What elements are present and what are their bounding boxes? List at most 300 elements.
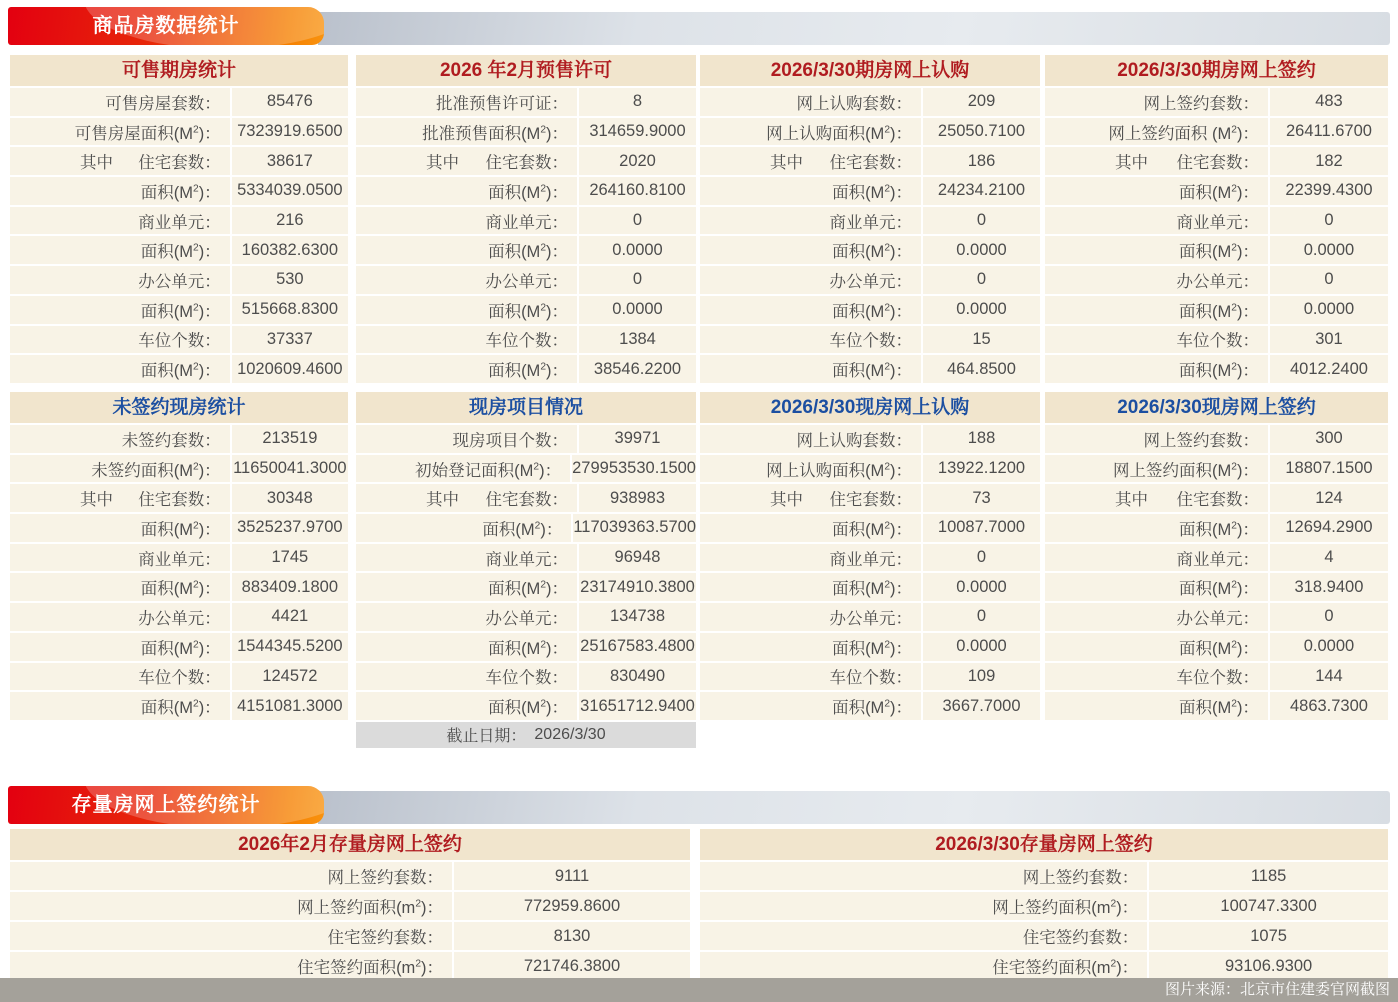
table-row bbox=[700, 922, 1388, 950]
row-label-text: 办公单元： bbox=[138, 609, 221, 628]
table-row bbox=[1045, 177, 1388, 205]
row-label bbox=[356, 355, 577, 383]
banner-tab bbox=[8, 7, 324, 45]
table-row bbox=[356, 692, 696, 720]
row-label-text: 面积$(M^2)$： bbox=[1179, 302, 1259, 321]
row-label-text: 面积$(M^2)$： bbox=[832, 302, 912, 321]
row-label bbox=[1045, 266, 1268, 294]
row-label bbox=[700, 326, 921, 354]
row-label bbox=[700, 544, 921, 572]
row-value: 1075 bbox=[1147, 922, 1388, 950]
row-value: 188 bbox=[921, 425, 1040, 453]
row-label bbox=[10, 425, 230, 453]
table-row bbox=[700, 663, 1040, 691]
row-label-text: 面积$(M^2)$： bbox=[1179, 520, 1259, 539]
row-label bbox=[10, 922, 452, 950]
row-label bbox=[10, 514, 230, 542]
table-footer bbox=[356, 722, 696, 748]
row-value: 73 bbox=[921, 484, 1040, 512]
table-row bbox=[356, 147, 696, 175]
row-label-text: 网上签约面积 $(M^2)$： bbox=[1108, 124, 1259, 143]
row-label-text: 办公单元： bbox=[138, 272, 221, 291]
row-label-text: 面积$(M^2)$： bbox=[140, 361, 221, 381]
row-label bbox=[10, 455, 230, 483]
row-label bbox=[700, 952, 1147, 980]
row-label-text: 车位个数： bbox=[138, 332, 221, 351]
row-value: 938983 bbox=[577, 484, 696, 512]
row-label-text: 网上认购面积$(M^2)$： bbox=[766, 124, 912, 143]
table-row bbox=[700, 118, 1040, 146]
row-value: 3525237.9700 bbox=[230, 514, 348, 542]
table-row bbox=[356, 118, 696, 146]
row-value: 301 bbox=[1268, 326, 1388, 354]
row-value: 4151081.3000 bbox=[230, 692, 348, 720]
row-label-text: 面积$(M^2)$： bbox=[488, 183, 568, 202]
source-caption-bar bbox=[0, 978, 1398, 1002]
row-label bbox=[700, 514, 921, 542]
table-row bbox=[10, 484, 348, 512]
row-label-text: 住宅签约面积$(m^2)$： bbox=[992, 958, 1139, 977]
row-label bbox=[1045, 663, 1268, 691]
row-label bbox=[1045, 455, 1268, 483]
row-label-text: 网上签约面积$(m^2)$： bbox=[297, 898, 443, 917]
row-value: 96948 bbox=[577, 544, 696, 572]
row-label-text: 面积$(M^2)$： bbox=[488, 698, 568, 718]
table-row bbox=[700, 544, 1040, 572]
table-row bbox=[1045, 663, 1388, 691]
row-value: 4421 bbox=[230, 603, 348, 631]
row-prefix: 其中 bbox=[80, 154, 113, 173]
table-row bbox=[10, 88, 348, 116]
row-value: 124 bbox=[1268, 484, 1388, 512]
row-label-text: 网上认购面积$(M^2)$： bbox=[766, 461, 912, 480]
row-label bbox=[356, 425, 577, 453]
table-rows bbox=[700, 425, 1040, 722]
row-label-text: 面积$(M^2)$： bbox=[1179, 183, 1259, 202]
table-row bbox=[356, 88, 696, 116]
table-row bbox=[1045, 147, 1388, 175]
table-row bbox=[700, 326, 1040, 354]
table-row bbox=[1045, 296, 1388, 324]
row-value: 85476 bbox=[230, 88, 348, 116]
banner-gradient-bar bbox=[318, 12, 1390, 45]
row-label bbox=[10, 118, 230, 146]
row-label bbox=[10, 692, 230, 720]
row-value: 216 bbox=[230, 207, 348, 235]
row-value: 31651712.9400 bbox=[577, 692, 696, 720]
banner-gradient-bar bbox=[318, 791, 1390, 824]
row-value: 883409.1800 bbox=[230, 573, 348, 601]
table-row bbox=[10, 692, 348, 720]
table-row bbox=[356, 425, 696, 453]
row-label-text: 住宅套数： bbox=[1176, 491, 1259, 510]
row-label bbox=[1045, 692, 1268, 720]
commodity-housing-banner bbox=[8, 7, 1390, 45]
table-title: 可售期房统计 bbox=[10, 55, 348, 86]
table-rows bbox=[10, 862, 690, 982]
row-value: 314659.9000 bbox=[577, 118, 696, 146]
row-value: 38617 bbox=[230, 147, 348, 175]
row-prefix: 其中 bbox=[426, 491, 459, 510]
row-label-text: 网上签约套数： bbox=[1022, 869, 1139, 887]
row-prefix: 其中 bbox=[770, 491, 803, 510]
row-label bbox=[700, 88, 921, 116]
table-row bbox=[356, 663, 696, 691]
row-label bbox=[1045, 177, 1268, 205]
banner-title: 商品房数据统计 bbox=[92, 15, 240, 37]
table-title: 2026/3/30期房网上认购 bbox=[700, 55, 1040, 86]
stat-table bbox=[10, 392, 348, 722]
row-label bbox=[356, 633, 577, 661]
table-title: 2026/3/30现房网上签约 bbox=[1045, 392, 1388, 423]
row-label bbox=[356, 266, 577, 294]
row-label bbox=[10, 236, 230, 264]
table-row bbox=[1045, 236, 1388, 264]
row-value: 0.0000 bbox=[921, 573, 1040, 601]
row-value: 13922.1200 bbox=[921, 455, 1040, 483]
row-value: 1544345.5200 bbox=[230, 633, 348, 661]
row-label-text: 住宅套数： bbox=[829, 154, 912, 173]
row-value: 182 bbox=[1268, 147, 1388, 175]
stat-table bbox=[356, 392, 696, 748]
row-value: 11650041.3000 bbox=[230, 455, 348, 483]
row-label bbox=[1045, 88, 1268, 116]
row-value: 0.0000 bbox=[921, 633, 1040, 661]
row-label bbox=[356, 236, 577, 264]
row-value: 483 bbox=[1268, 88, 1388, 116]
row-label bbox=[1045, 147, 1268, 175]
table-row bbox=[356, 455, 696, 483]
row-label-text: 住宅套数： bbox=[485, 491, 568, 510]
row-prefix: 其中 bbox=[426, 154, 459, 173]
row-label-text: 住宅套数： bbox=[485, 154, 568, 173]
row-value: 264160.8100 bbox=[577, 177, 696, 205]
row-value: 4863.7300 bbox=[1268, 692, 1388, 720]
row-value: 0 bbox=[921, 544, 1040, 572]
table-row bbox=[700, 236, 1040, 264]
row-value: 1020609.4600 bbox=[230, 355, 348, 383]
table-row bbox=[1045, 544, 1388, 572]
banner-tab bbox=[8, 786, 324, 824]
row-label-text: 面积$(M^2)$： bbox=[832, 639, 912, 658]
row-label bbox=[700, 207, 921, 235]
row-label bbox=[356, 455, 570, 483]
row-value: 0.0000 bbox=[1268, 236, 1388, 264]
row-label-text: 面积$(M^2)$： bbox=[140, 302, 221, 321]
row-label bbox=[700, 355, 921, 383]
row-label bbox=[700, 603, 921, 631]
row-label bbox=[1045, 207, 1268, 235]
row-label bbox=[1045, 425, 1268, 453]
row-label-text: 面积$(M^2)$： bbox=[832, 698, 912, 718]
table-row bbox=[1045, 603, 1388, 631]
table-title: 2026年2月存量房网上签约 bbox=[10, 829, 690, 860]
table-row bbox=[10, 862, 690, 890]
row-value: 0 bbox=[577, 207, 696, 235]
row-value: 2020 bbox=[577, 147, 696, 175]
table-row bbox=[10, 118, 348, 146]
row-label bbox=[356, 692, 577, 720]
row-label bbox=[1045, 573, 1268, 601]
row-label bbox=[1045, 355, 1268, 383]
row-label bbox=[10, 892, 452, 920]
table-row bbox=[700, 952, 1388, 980]
table-row bbox=[700, 603, 1040, 631]
row-label-text: 面积$(M^2)$： bbox=[140, 579, 221, 599]
table-row bbox=[1045, 633, 1388, 661]
row-value: 515668.8300 bbox=[230, 296, 348, 324]
row-label-text: 可售房屋面积$(M^2)$： bbox=[74, 124, 221, 143]
row-value: 0 bbox=[1268, 603, 1388, 631]
table-row bbox=[700, 633, 1040, 661]
row-label-text: 面积$(M^2)$： bbox=[140, 242, 221, 262]
row-value: 186 bbox=[921, 147, 1040, 175]
row-label bbox=[10, 544, 230, 572]
row-label bbox=[700, 692, 921, 720]
row-value: 117039363.5700 bbox=[571, 514, 696, 542]
row-value: 100747.3300 bbox=[1147, 892, 1388, 920]
row-label-text: 车位个数： bbox=[829, 669, 912, 688]
row-label bbox=[700, 663, 921, 691]
row-value: 0.0000 bbox=[921, 236, 1040, 264]
row-label-text: 网上签约面积$(M^2)$： bbox=[1113, 461, 1259, 480]
table-row bbox=[356, 355, 696, 383]
table-row bbox=[1045, 266, 1388, 294]
row-label bbox=[1045, 633, 1268, 661]
row-value: 4012.2400 bbox=[1268, 355, 1388, 383]
row-label bbox=[700, 118, 921, 146]
row-label-text: 住宅签约套数： bbox=[327, 929, 443, 947]
row-prefix: 其中 bbox=[80, 491, 113, 510]
row-label bbox=[700, 266, 921, 294]
table-rows bbox=[356, 425, 696, 722]
table-row bbox=[700, 207, 1040, 235]
row-value: 8130 bbox=[452, 922, 690, 950]
table-row bbox=[10, 296, 348, 324]
table-rows bbox=[1045, 88, 1388, 385]
row-label bbox=[10, 573, 230, 601]
row-label-text: 商业单元： bbox=[829, 213, 912, 232]
table-row bbox=[1045, 118, 1388, 146]
row-label bbox=[700, 425, 921, 453]
row-label bbox=[10, 862, 452, 890]
row-value: 15 bbox=[921, 326, 1040, 354]
row-label-text: 未签约套数： bbox=[121, 431, 221, 450]
row-prefix: 其中 bbox=[1115, 491, 1148, 510]
row-label-text: 住宅签约面积$(m^2)$： bbox=[297, 958, 443, 977]
row-label-text: 网上签约套数： bbox=[327, 869, 443, 887]
table-row bbox=[356, 326, 696, 354]
row-label bbox=[356, 147, 577, 175]
row-label bbox=[700, 633, 921, 661]
row-label bbox=[1045, 603, 1268, 631]
row-label-text: 车位个数： bbox=[485, 669, 568, 688]
table-row bbox=[356, 544, 696, 572]
row-value: 9111 bbox=[452, 862, 690, 890]
table-row bbox=[1045, 692, 1388, 720]
row-label bbox=[700, 177, 921, 205]
table-row bbox=[10, 177, 348, 205]
row-label-text: 面积$(M^2)$： bbox=[1179, 361, 1259, 381]
row-label-text: 批准预售面积$(M^2)$： bbox=[422, 124, 568, 143]
table-row bbox=[356, 177, 696, 205]
table-row bbox=[356, 573, 696, 601]
row-label-text: 住宅签约套数： bbox=[1022, 929, 1139, 947]
table-rows bbox=[700, 88, 1040, 385]
table-row bbox=[356, 484, 696, 512]
row-label bbox=[356, 514, 571, 542]
row-label-text: 商业单元： bbox=[138, 550, 221, 569]
table-row bbox=[700, 425, 1040, 453]
row-label bbox=[700, 892, 1147, 920]
row-value: 38546.2200 bbox=[577, 355, 696, 383]
row-value: 318.9400 bbox=[1268, 573, 1388, 601]
row-value: 30348 bbox=[230, 484, 348, 512]
row-value: 0.0000 bbox=[577, 236, 696, 264]
row-label-text: 面积$(M^2)$： bbox=[832, 579, 912, 599]
table-row bbox=[356, 603, 696, 631]
row-value: 25050.7100 bbox=[921, 118, 1040, 146]
banner-title: 存量房网上签约统计 bbox=[71, 794, 261, 816]
row-label-text: 初始登记面积$(M^2)$： bbox=[415, 461, 562, 480]
table-row bbox=[700, 355, 1040, 383]
row-label-text: 办公单元： bbox=[485, 272, 568, 291]
row-value: 25167583.4800 bbox=[577, 633, 696, 661]
row-value: 464.8500 bbox=[921, 355, 1040, 383]
row-label bbox=[10, 88, 230, 116]
table-title: 2026/3/30现房网上认购 bbox=[700, 392, 1040, 423]
row-label bbox=[10, 355, 230, 383]
row-label-text: 面积$(M^2)$： bbox=[832, 242, 912, 262]
row-label-text: 办公单元： bbox=[1176, 272, 1259, 291]
row-label-text: 办公单元： bbox=[1176, 609, 1259, 628]
row-label-text: 车位个数： bbox=[1176, 332, 1259, 351]
table-row bbox=[700, 455, 1040, 483]
row-value: 0 bbox=[921, 603, 1040, 631]
row-label bbox=[356, 573, 577, 601]
table-row bbox=[10, 663, 348, 691]
row-label bbox=[356, 207, 577, 235]
row-label-text: 未签约面积$(M^2)$： bbox=[91, 461, 221, 480]
row-label bbox=[356, 88, 577, 116]
row-label-text: 面积$(M^2)$： bbox=[1179, 698, 1259, 718]
stat-table bbox=[700, 829, 1388, 982]
row-value: 93106.9300 bbox=[1147, 952, 1388, 980]
table-row bbox=[10, 236, 348, 264]
table-title: 现房项目情况 bbox=[356, 392, 696, 423]
table-rows bbox=[1045, 425, 1388, 722]
row-label-text: 面积$(M^2)$： bbox=[140, 520, 221, 539]
table-row bbox=[1045, 455, 1388, 483]
row-value: 144 bbox=[1268, 663, 1388, 691]
stat-table bbox=[700, 55, 1040, 385]
table-row bbox=[700, 177, 1040, 205]
row-label-text: 面积$(M^2)$： bbox=[488, 579, 568, 599]
row-label bbox=[700, 573, 921, 601]
row-label-text: 办公单元： bbox=[485, 609, 568, 628]
table-row bbox=[356, 296, 696, 324]
row-value: 23174910.3800 bbox=[577, 573, 696, 601]
table-row bbox=[10, 573, 348, 601]
row-value: 1384 bbox=[577, 326, 696, 354]
row-label-text: 可售房屋套数： bbox=[105, 94, 221, 113]
row-value: 109 bbox=[921, 663, 1040, 691]
row-label bbox=[10, 633, 230, 661]
row-label bbox=[10, 663, 230, 691]
row-label-text: 面积$(M^2)$： bbox=[1179, 242, 1259, 262]
table-row bbox=[10, 455, 348, 483]
row-label-text: 面积$(M^2)$： bbox=[140, 639, 221, 658]
table-row bbox=[10, 633, 348, 661]
row-value: 134738 bbox=[577, 603, 696, 631]
row-label bbox=[1045, 514, 1268, 542]
stat-table bbox=[1045, 55, 1388, 385]
row-label-text: 面积$(M^2)$： bbox=[140, 698, 221, 718]
row-value: 0 bbox=[1268, 266, 1388, 294]
table-row bbox=[10, 952, 690, 980]
row-value: 8 bbox=[577, 88, 696, 116]
row-label bbox=[1045, 484, 1268, 512]
table-row bbox=[700, 892, 1388, 920]
row-label-text: 现房项目个数： bbox=[452, 431, 568, 450]
row-label bbox=[10, 603, 230, 631]
row-value: 26411.6700 bbox=[1268, 118, 1388, 146]
row-label-text: 面积$(M^2)$： bbox=[1179, 639, 1259, 658]
row-label-text: 商业单元： bbox=[1176, 550, 1259, 569]
row-value: 1745 bbox=[230, 544, 348, 572]
row-value: 530 bbox=[230, 266, 348, 294]
row-label bbox=[10, 296, 230, 324]
table-row bbox=[356, 266, 696, 294]
row-label bbox=[700, 862, 1147, 890]
row-label bbox=[1045, 296, 1268, 324]
table-title: 2026/3/30期房网上签约 bbox=[1045, 55, 1388, 86]
row-label-text: 面积$(M^2)$： bbox=[488, 242, 568, 262]
row-label bbox=[700, 147, 921, 175]
row-label bbox=[1045, 326, 1268, 354]
row-label-text: 网上签约套数： bbox=[1143, 431, 1259, 450]
table-rows bbox=[10, 88, 348, 385]
table-row bbox=[700, 514, 1040, 542]
table-row bbox=[700, 692, 1040, 720]
table-row bbox=[10, 355, 348, 383]
stat-table bbox=[10, 55, 348, 385]
row-label bbox=[10, 326, 230, 354]
row-label bbox=[10, 147, 230, 175]
table-row bbox=[700, 862, 1388, 890]
row-value: 160382.6300 bbox=[230, 236, 348, 264]
table-title: 2026/3/30存量房网上签约 bbox=[700, 829, 1388, 860]
row-value: 300 bbox=[1268, 425, 1388, 453]
row-label-text: 网上认购套数： bbox=[796, 94, 912, 113]
row-label-text: 网上认购套数： bbox=[796, 431, 912, 450]
row-value: 209 bbox=[921, 88, 1040, 116]
row-value: 0 bbox=[577, 266, 696, 294]
row-label-text: 住宅套数： bbox=[138, 491, 221, 510]
table-row bbox=[1045, 88, 1388, 116]
table-rows bbox=[10, 425, 348, 722]
table-row bbox=[1045, 573, 1388, 601]
table-row bbox=[10, 207, 348, 235]
row-label-text: 商业单元： bbox=[485, 213, 568, 232]
table-row bbox=[700, 296, 1040, 324]
row-label bbox=[10, 484, 230, 512]
stat-table bbox=[356, 55, 696, 385]
row-label bbox=[356, 544, 577, 572]
row-label-text: 批准预售许可证： bbox=[436, 94, 568, 113]
footer-label: 截止日期： bbox=[446, 728, 527, 746]
stat-table bbox=[10, 829, 690, 982]
